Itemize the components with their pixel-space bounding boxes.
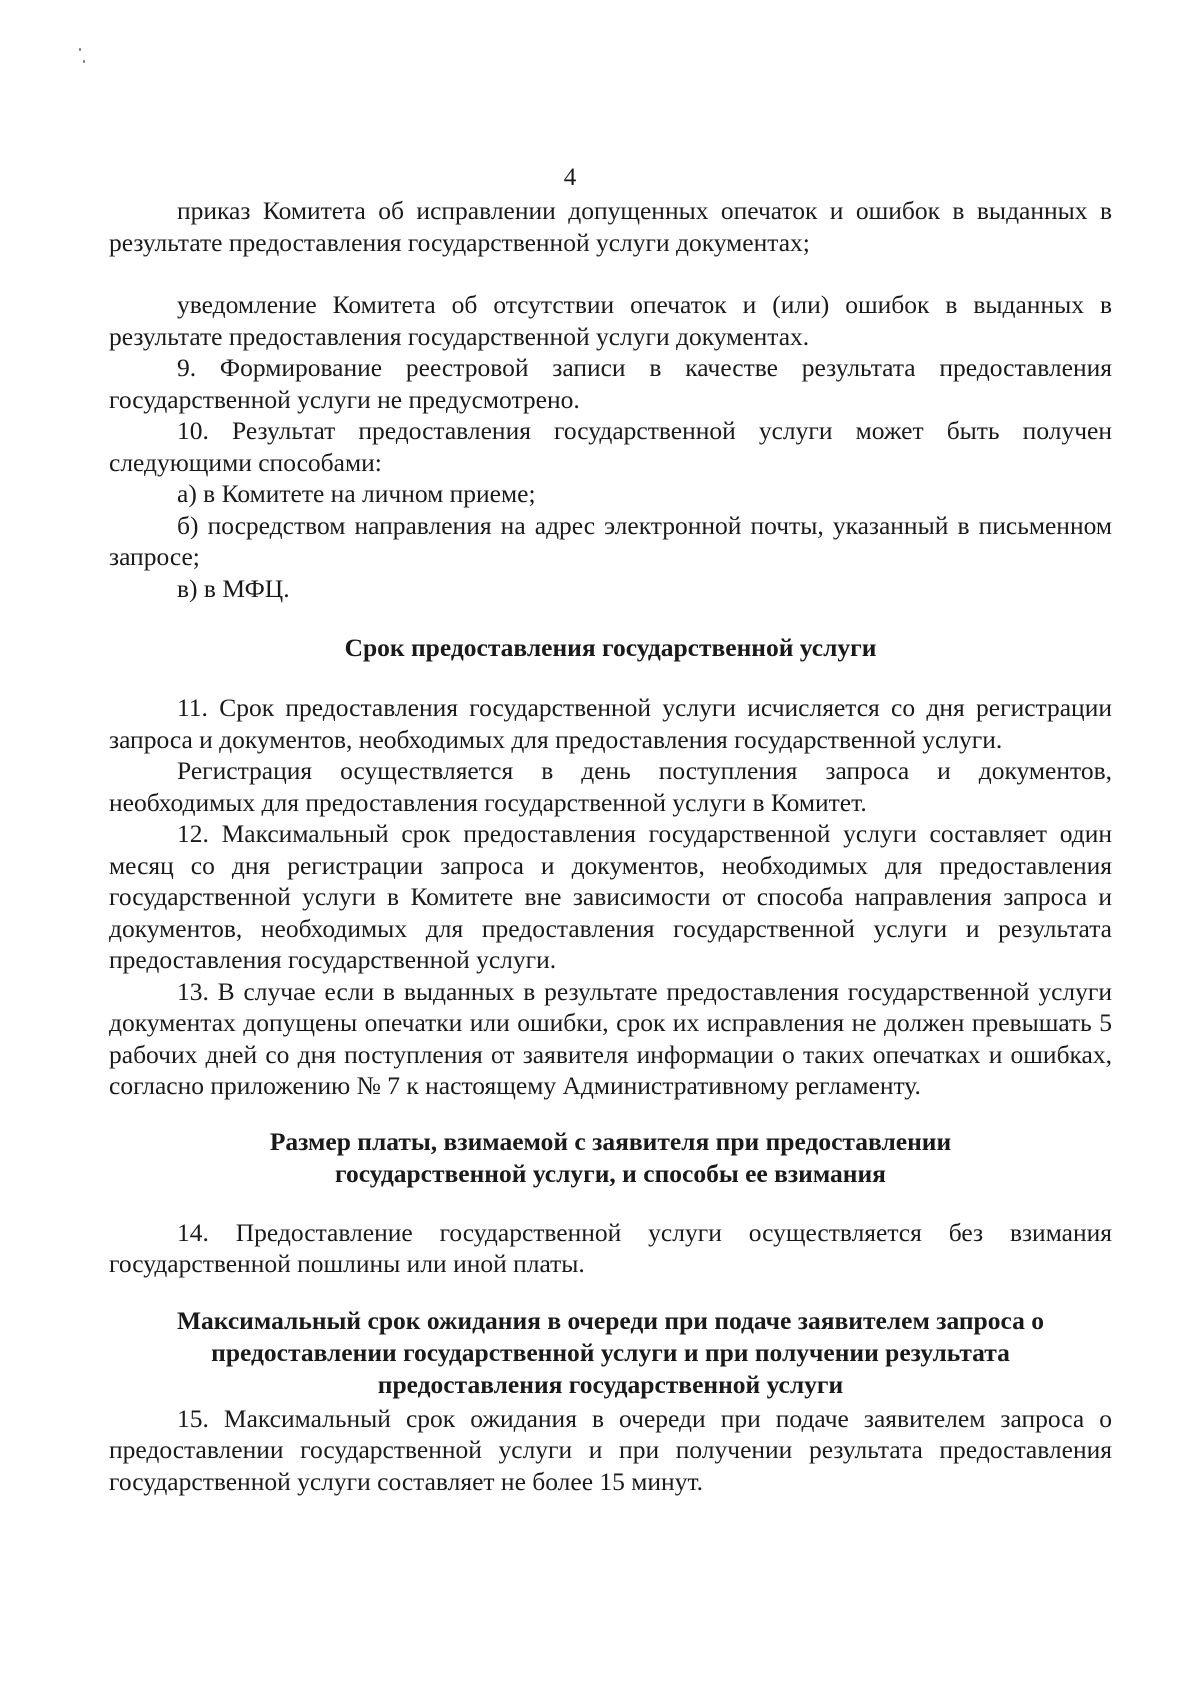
paragraph-13: 13. В случае если в выданных в результате предоставления государственной услуги документах допущены опечатки или ошибки, срок их исправления не должен превышать 5 рабочих дней со дня поступления от заявителя информации о таких опечатках и ошибках, согласно приложению № 7 к настоящему Административному регламенту. — [109, 976, 1112, 1100]
list-item-a: а) в Комитете на личном приеме; — [177, 479, 536, 508]
paragraph-14: 14. Предоставление государственной услуги осуществляется без взимания государственной пошлины или иной платы. — [109, 1217, 1112, 1278]
page-number: 4 — [563, 164, 577, 191]
paragraph-notice: уведомление Комитета об отсутствии опечаток и (или) ошибок в выданных в результате предоставления государственной услуги документах. — [109, 290, 1112, 351]
paragraph-order: приказ Комитета об исправлении допущенных опечаток и ошибок в выданных в результате предоставления государственной услуги документах; — [109, 196, 1112, 257]
paragraph-15: 15. Максимальный срок ожидания в очереди при подаче заявителем запроса о предоставлении государственной услуги и при получении результата предоставления государственной услуги составляет не более 15 минут. — [109, 1403, 1112, 1496]
paragraph-11: 11. Срок предоставления государственной услуги исчисляется со дня регистрации запроса и документов, необходимых для предоставления государственной услуги. — [109, 693, 1112, 754]
heading-line: Максимальный срок ожидания в очереди при подаче заявителем запроса о — [176, 1305, 1044, 1335]
list-item-b: б) посредством направления на адрес электронной почты, указанный в письменном запросе; — [109, 510, 1112, 571]
heading-service-term — [109, 632, 1112, 664]
heading-line: предоставления государственной услуги — [377, 1369, 844, 1399]
paragraph-10: 10. Результат предоставления государственной услуги может быть получен следующими способами: — [109, 416, 1112, 477]
heading-fee — [109, 1126, 1112, 1190]
paragraph-registration: Регистрация осуществляется в день поступления запроса и документов, необходимых для предоставления государственной услуги в Комитет. — [109, 756, 1112, 817]
heading-line: государственной услуги, и способы ее взимания — [335, 1158, 886, 1188]
scan-speck — [79, 48, 81, 51]
heading-line: предоставлении государственной услуги и при получении результата — [211, 1337, 1010, 1367]
document-body — [109, 195, 1112, 1497]
heading-text: Срок предоставления государственной услуги — [344, 633, 877, 662]
list-item-v: в) в МФЦ. — [177, 573, 290, 603]
scan-speck — [83, 60, 85, 63]
paragraph-9: 9. Формирование реестровой записи в качестве результата предоставления государственной услуги не предусмотрено. — [109, 353, 1112, 414]
heading-line: Размер платы, взимаемой с заявителя при предоставлении — [269, 1126, 952, 1156]
heading-queue-time — [109, 1305, 1112, 1401]
paragraph-12: 12. Максимальный срок предоставления государственной услуги составляет один месяц со дня регистрации запроса и документов, необходимых для предоставления государственной услуги в Комитете вне зависимости от способа направления запроса и документов, необходимых для предоставления государственной услуги и результата предоставления государственной услуги. — [109, 819, 1112, 974]
